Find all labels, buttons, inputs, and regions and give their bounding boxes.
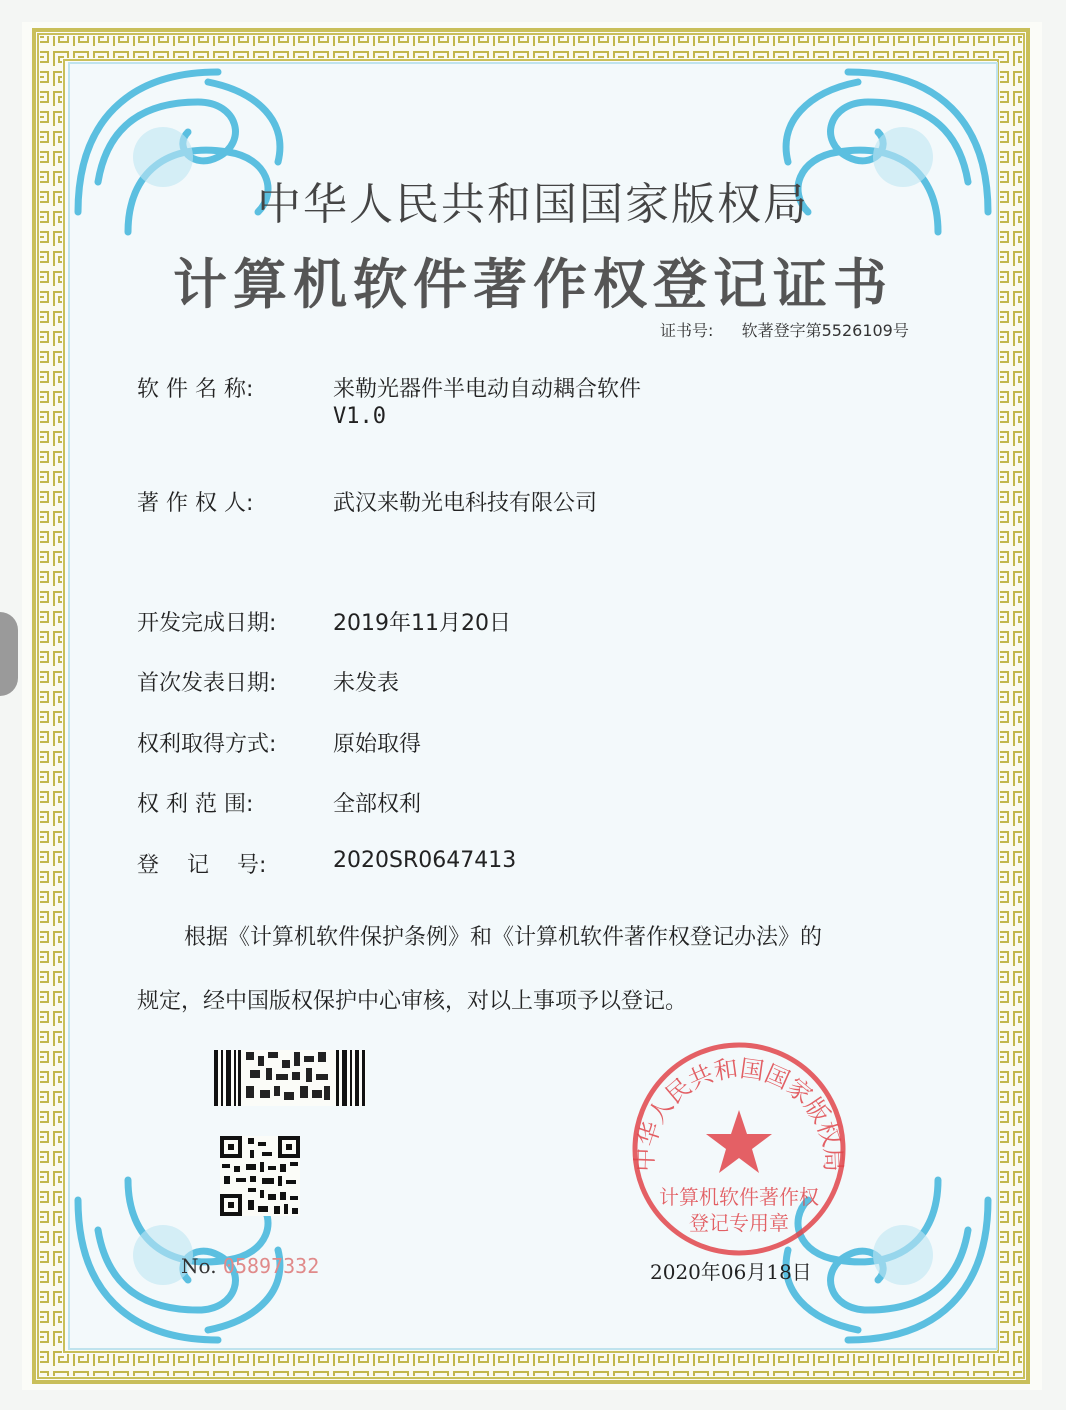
serial-value: 05897332 [222,1254,320,1278]
field-value-copyright-owner: 武汉来勒光电科技有限公司 [333,491,598,516]
issue-date: 2020年06月18日 [650,1260,812,1284]
field-label-registration-number: 登 记 号: [137,853,267,878]
field-label-software-name: 软 件 名 称: [137,377,254,402]
statement-line-1: 根据《计算机软件保护条例》和《计算机软件著作权登记办法》的 [184,925,823,950]
field-value-acquisition-method: 原始取得 [333,732,422,757]
serial-number [181,1254,319,1278]
agency-title: 中华人民共和国国家版权局 [257,179,809,230]
field-label-copyright-owner: 著 作 权 人: [137,491,254,516]
side-scroll-tab[interactable] [0,612,18,696]
barcode [214,1050,366,1106]
seal-inner-line-2: 登记专用章 [689,1211,789,1235]
field-value-software-version: V1.0 [333,404,386,429]
cert-no-label: 证书号: [660,321,714,340]
statement-line-2: 规定，经中国版权保护中心审核，对以上事项予以登记。 [137,989,688,1014]
seal-outer-text: 中华人民共和国国家版权局 [630,1054,848,1173]
field-label-acquisition-method: 权利取得方式: [137,732,277,757]
cert-no-value: 软著登字第5526109号 [741,321,909,340]
field-label-completion-date: 开发完成日期: [137,611,277,636]
field-value-publication-date: 未发表 [333,671,400,696]
certificate-number [660,318,909,341]
serial-label: No. [181,1254,217,1278]
field-label-publication-date: 首次发表日期: [137,671,277,696]
field-value-software-name: 来勒光器件半电动自动耦合软件 [333,377,642,402]
qr-code [220,1136,300,1216]
official-seal [626,1036,852,1262]
field-label-rights-scope: 权 利 范 围: [137,792,254,817]
field-value-rights-scope: 全部权利 [333,792,422,817]
field-value-completion-date: 2019年11月20日 [333,611,511,636]
field-value-registration-number: 2020SR0647413 [333,848,517,873]
seal-inner-line-1: 计算机软件著作权 [659,1185,819,1209]
certificate-title: 计算机软件著作权登记证书 [173,252,893,316]
seal-star-icon [706,1110,772,1173]
